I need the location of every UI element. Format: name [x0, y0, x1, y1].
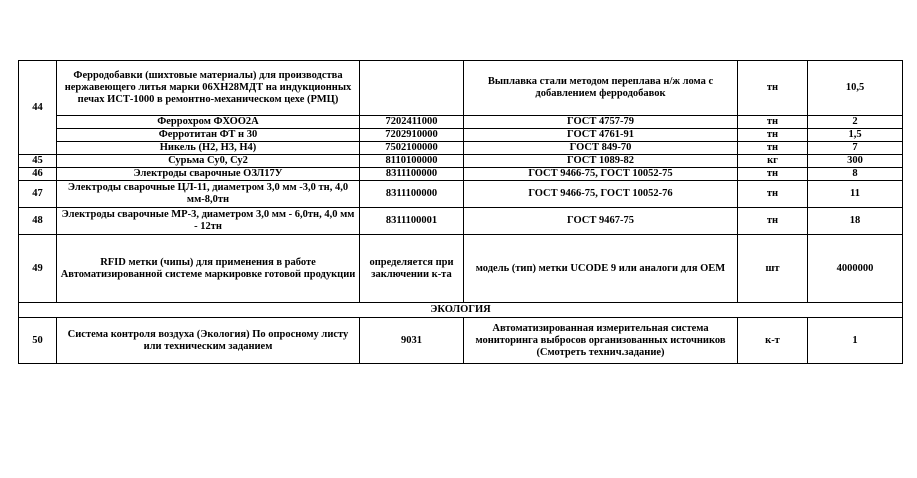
item-quantity: 18 — [808, 208, 903, 235]
table-row — [19, 142, 903, 155]
item-unit: шт — [738, 235, 808, 303]
item-name: Никель (Н2, Н3, Н4) — [57, 142, 360, 155]
table-row — [19, 155, 903, 168]
item-code: 7502100000 — [360, 142, 464, 155]
item-quantity: 1 — [808, 318, 903, 364]
item-unit: кг — [738, 155, 808, 168]
table-row — [19, 129, 903, 142]
row-number: 48 — [19, 208, 57, 235]
item-unit: к-т — [738, 318, 808, 364]
item-code: 7202411000 — [360, 116, 464, 129]
item-code: 8311100001 — [360, 208, 464, 235]
item-name: Система контроля воздуха (Экология) По опросному листу или техническим заданием — [57, 318, 360, 364]
item-name: Ферродобавки (шихтовые материалы) для производства нержавеющего литья марки 06ХН28МДТ на индукционных печах ИСТ-1000 в ремонтно-механическом цехе (РМЦ) — [57, 61, 360, 116]
item-unit: тн — [738, 208, 808, 235]
item-code: определяется при заключении к-та — [360, 235, 464, 303]
item-name: Ферротитан ФТ н 30 — [57, 129, 360, 142]
row-number: 46 — [19, 168, 57, 181]
item-name: Электроды сварочные ОЗЛ17У — [57, 168, 360, 181]
item-code: 9031 — [360, 318, 464, 364]
item-code: 8110100000 — [360, 155, 464, 168]
table-row — [19, 208, 903, 235]
item-standard: Выплавка стали методом переплава н/ж лома с добавлением ферродобавок — [464, 61, 738, 116]
item-code: 7202910000 — [360, 129, 464, 142]
table-row — [19, 235, 903, 303]
item-name: Электроды сварочные ЦЛ-11, диаметром 3,0 мм -3,0 тн, 4,0 мм-8,0тн — [57, 181, 360, 208]
item-quantity: 300 — [808, 155, 903, 168]
item-unit: тн — [738, 61, 808, 116]
row-number: 44 — [19, 61, 57, 155]
row-number: 47 — [19, 181, 57, 208]
item-standard: ГОСТ 4757-79 — [464, 116, 738, 129]
specification-table — [18, 60, 903, 364]
item-unit: тн — [738, 116, 808, 129]
item-name: RFID метки (чипы) для применения в работе Автоматизированной системе маркировке готовой продукции — [57, 235, 360, 303]
item-quantity: 8 — [808, 168, 903, 181]
item-name: Феррохром ФХОО2А — [57, 116, 360, 129]
item-unit: тн — [738, 168, 808, 181]
item-code — [360, 61, 464, 116]
item-quantity: 1,5 — [808, 129, 903, 142]
item-standard: ГОСТ 9466-75, ГОСТ 10052-76 — [464, 181, 738, 208]
item-name: Сурьма Су0, Су2 — [57, 155, 360, 168]
item-unit: тн — [738, 129, 808, 142]
item-code: 8311100000 — [360, 181, 464, 208]
table-row — [19, 116, 903, 129]
item-code: 8311100000 — [360, 168, 464, 181]
item-quantity: 7 — [808, 142, 903, 155]
item-standard: модель (тип) метки UCODE 9 или аналоги для OEM — [464, 235, 738, 303]
row-number: 49 — [19, 235, 57, 303]
item-unit: тн — [738, 142, 808, 155]
item-quantity: 4000000 — [808, 235, 903, 303]
item-standard: ГОСТ 9467-75 — [464, 208, 738, 235]
table-row — [19, 318, 903, 364]
row-number: 45 — [19, 155, 57, 168]
section-row — [19, 303, 903, 318]
item-name: Электроды сварочные МР-3, диаметром 3,0 мм - 6,0тн, 4,0 мм - 12тн — [57, 208, 360, 235]
item-standard: ГОСТ 4761-91 — [464, 129, 738, 142]
table-row — [19, 181, 903, 208]
item-standard: Автоматизированная измерительная система мониторинга выбросов организованных источников (Смотреть технич.задание) — [464, 318, 738, 364]
table-row — [19, 61, 903, 116]
section-heading: ЭКОЛОГИЯ — [19, 303, 903, 318]
row-number: 50 — [19, 318, 57, 364]
item-standard: ГОСТ 9466-75, ГОСТ 10052-75 — [464, 168, 738, 181]
item-standard: ГОСТ 849-70 — [464, 142, 738, 155]
table-row — [19, 168, 903, 181]
item-quantity: 10,5 — [808, 61, 903, 116]
item-unit: тн — [738, 181, 808, 208]
item-quantity: 2 — [808, 116, 903, 129]
item-standard: ГОСТ 1089-82 — [464, 155, 738, 168]
item-quantity: 11 — [808, 181, 903, 208]
